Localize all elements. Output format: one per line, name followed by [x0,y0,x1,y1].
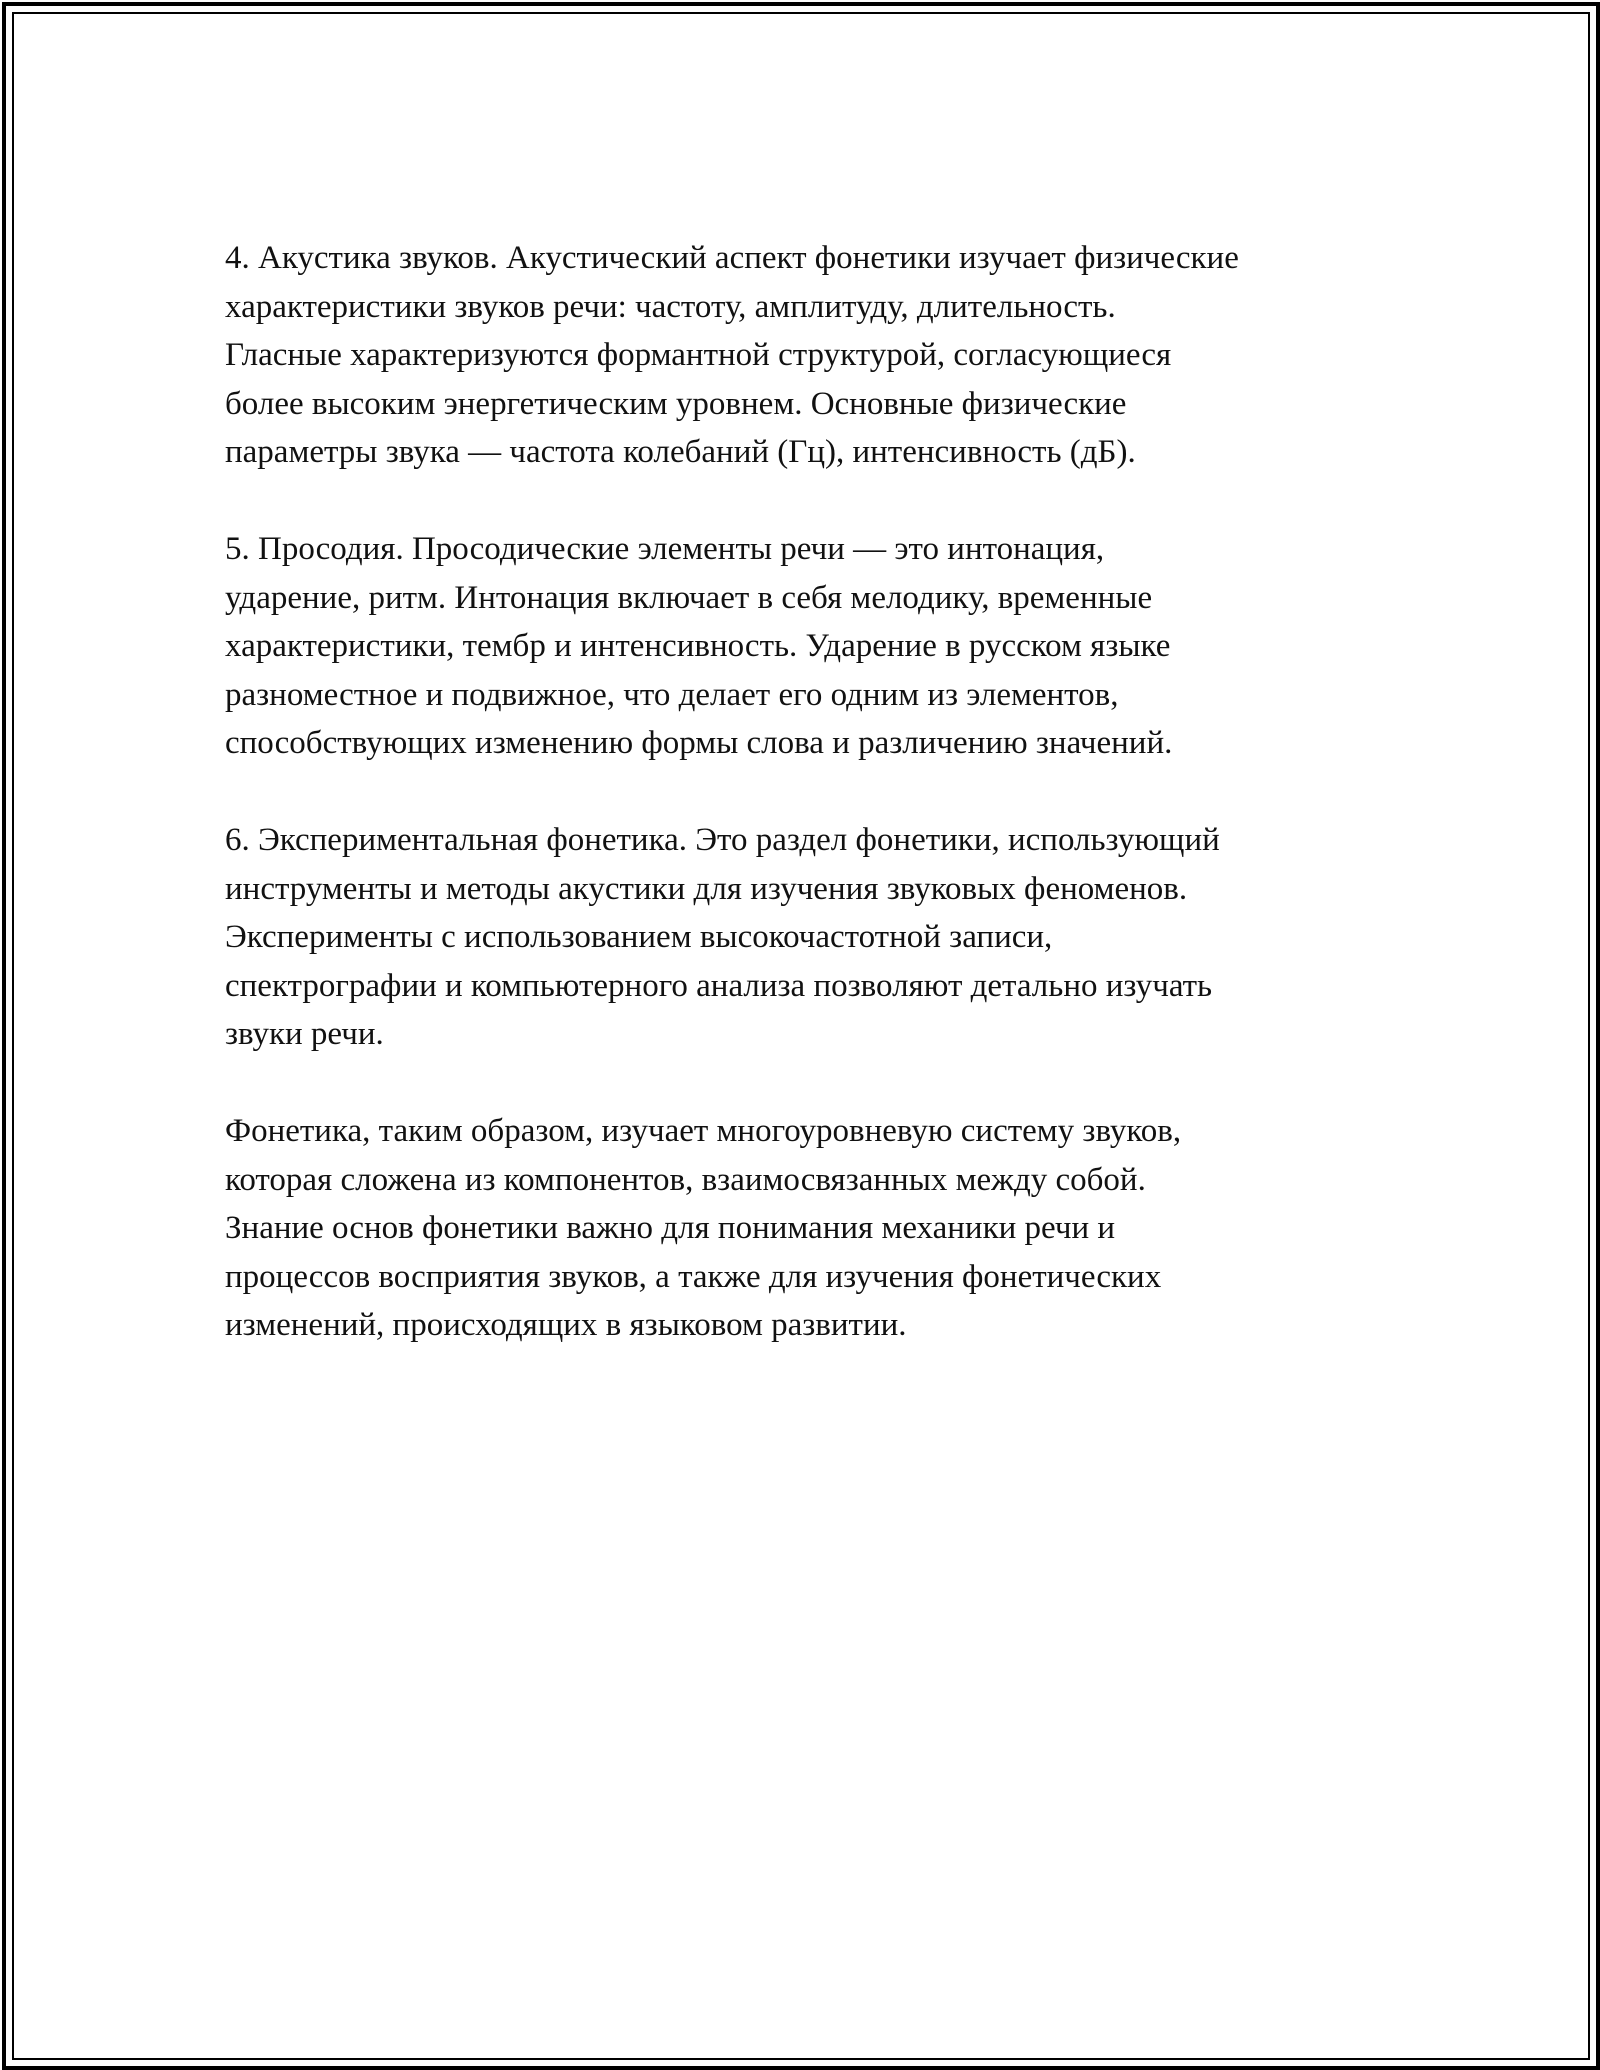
paragraph-acoustics [225,234,1425,477]
text-line: ударение, ритм. Интонация включает в себя мелодику, временные [225,579,1153,616]
text-line: характеристики звуков речи: частоту, амплитуду, длительность. [225,288,1116,325]
text-line: звуки речи. [225,1016,384,1052]
text-line: Знание основ фонетики важно для понимания механики речи и [225,1210,1116,1246]
text-line: инструменты и методы акустики для изучения звуковых феноменов. [225,870,1188,907]
text-line: 6. Экспериментальная фонетика. Это раздел фонетики, использующий [225,822,1220,858]
text-line: процессов восприятия звуков, а также для изучения фонетических [225,1258,1162,1295]
text-line: 4. Акустика звуков. Акустический аспект фонетики изучает физические [225,240,1239,276]
text-line: Гласные характеризуются формантной структурой, согласующиеся [225,337,1172,373]
paragraph-experimental-phonetics [225,816,1425,1059]
text-line: которая сложена из компонентов, взаимосвязанных между собой. [225,1161,1146,1198]
text-line: разноместное и подвижное, что делает его одним из элементов, [225,676,1119,713]
text-line: характеристики, тембр и интенсивность. Ударение в русском языке [225,628,1171,664]
text-line: изменений, происходящих в языковом развитии. [225,1307,907,1343]
text-line: 5. Просодия. Просодические элементы речи — это интонация, [225,531,1105,567]
text-line: Фонетика, таким образом, изучает многоуровневую систему звуков, [225,1113,1182,1149]
text-line: параметры звука — частота колебаний (Гц), интенсивность (дБ). [225,434,1136,470]
text-line: Эксперименты с использованием высокочастотной записи, [225,919,1053,955]
document-body [225,234,1425,1398]
text-line: способствующих изменению формы слова и различению значений. [225,725,1173,761]
paragraph-prosody [225,525,1425,768]
text-line: более высоким энергетическим уровнем. Основные физические [225,385,1127,422]
paragraph-conclusion [225,1107,1425,1350]
text-line: спектрографии и компьютерного анализа позволяют детально изучать [225,967,1213,1004]
